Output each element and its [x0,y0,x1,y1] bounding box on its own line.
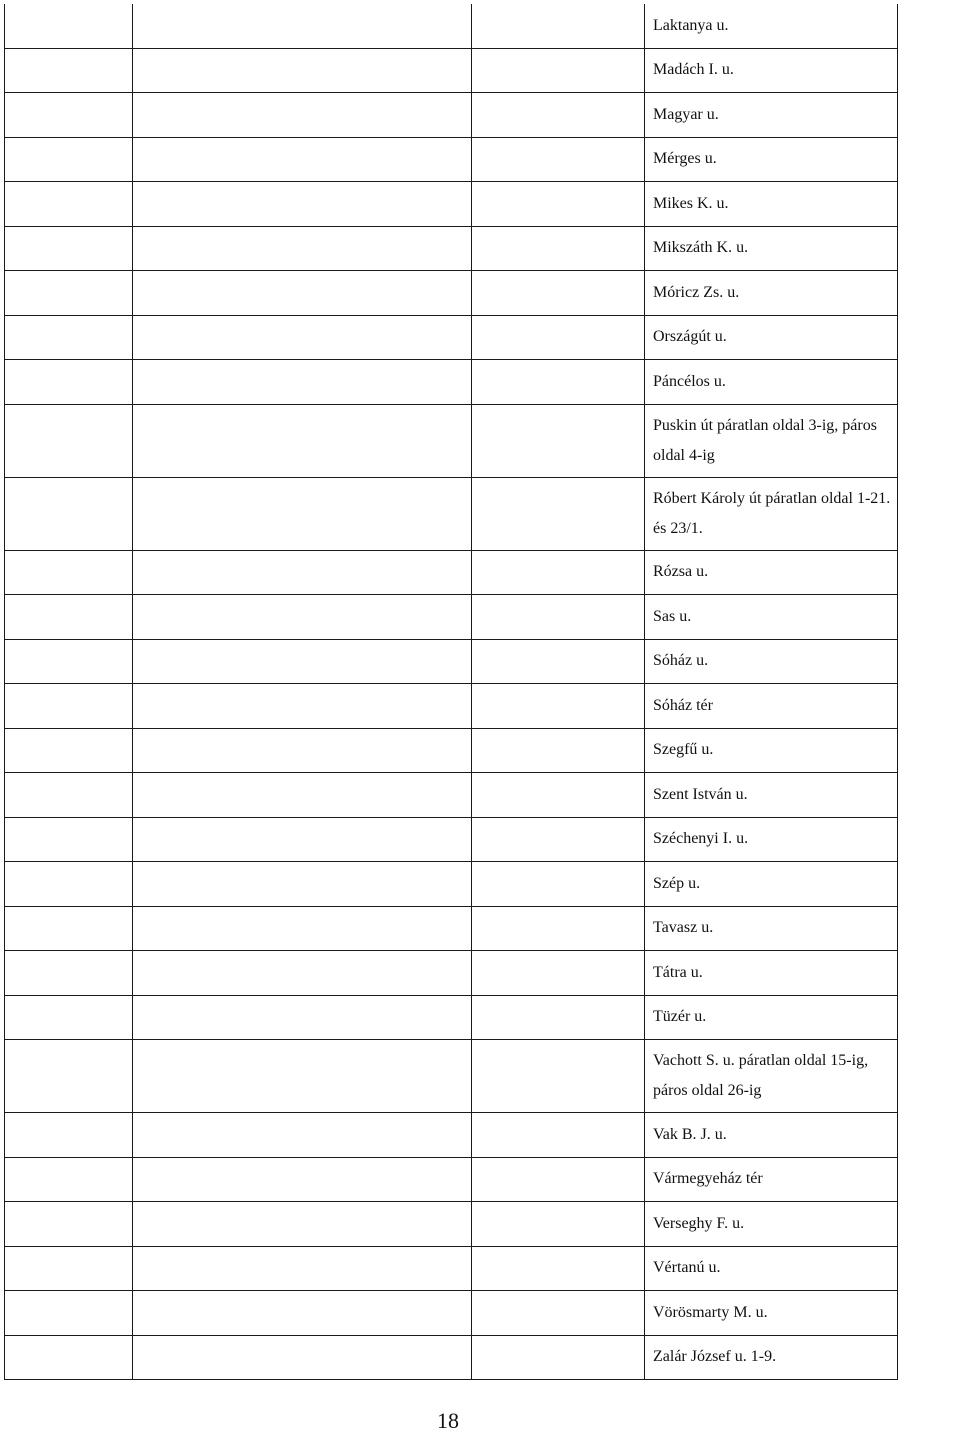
empty-cell [133,550,472,595]
empty-cell [133,1246,472,1291]
table-row [5,1202,898,1247]
empty-cell [133,4,472,48]
street-name-cell: Országút u. [645,315,898,360]
empty-cell [5,93,133,138]
table-row [5,1157,898,1202]
empty-cell [5,639,133,684]
table-row [5,1291,898,1336]
empty-cell [133,1335,472,1380]
empty-cell [133,684,472,729]
empty-cell [5,995,133,1040]
empty-cell [5,477,133,550]
table-row [5,315,898,360]
page-number: 18 [437,1408,459,1433]
street-name-cell: Sóház tér [645,684,898,729]
empty-cell [472,4,645,48]
table-row [5,4,898,48]
empty-cell [472,1040,645,1113]
empty-cell [472,906,645,951]
empty-cell [472,773,645,818]
empty-cell [472,728,645,773]
empty-cell [133,773,472,818]
empty-cell [472,1157,645,1202]
empty-cell [133,226,472,271]
street-name-cell: Vármegyeház tér [645,1157,898,1202]
table-row [5,862,898,907]
street-name-cell: Rózsa u. [645,550,898,595]
street-name-cell: Róbert Károly út páratlan oldal 1-21. és 23/1. [645,477,898,550]
table-row [5,684,898,729]
empty-cell [5,773,133,818]
empty-cell [472,817,645,862]
empty-cell [5,271,133,316]
street-table-body [5,4,898,1380]
empty-cell [5,951,133,996]
street-name-cell: Szent István u. [645,773,898,818]
empty-cell [133,1113,472,1158]
empty-cell [5,1291,133,1336]
street-name-cell: Mikes K. u. [645,182,898,227]
empty-cell [5,137,133,182]
empty-cell [5,315,133,360]
table-row [5,773,898,818]
table-row [5,595,898,640]
street-name-cell: Laktanya u. [645,4,898,48]
street-name-cell: Tavasz u. [645,906,898,951]
empty-cell [133,817,472,862]
empty-cell [472,360,645,405]
empty-cell [472,862,645,907]
table-row [5,1040,898,1113]
empty-cell [133,595,472,640]
table-row [5,906,898,951]
empty-cell [5,4,133,48]
empty-cell [5,1157,133,1202]
table-row [5,137,898,182]
empty-cell [5,404,133,477]
empty-cell [133,137,472,182]
street-name-cell: Magyar u. [645,93,898,138]
table-row [5,182,898,227]
street-name-cell: Verseghy F. u. [645,1202,898,1247]
empty-cell [133,360,472,405]
empty-cell [472,1246,645,1291]
empty-cell [5,1113,133,1158]
street-name-cell: Sas u. [645,595,898,640]
empty-cell [472,1202,645,1247]
empty-cell [472,550,645,595]
empty-cell [133,1202,472,1247]
empty-cell [472,595,645,640]
street-table [4,4,898,1380]
empty-cell [133,315,472,360]
table-row [5,995,898,1040]
street-name-cell: Tüzér u. [645,995,898,1040]
empty-cell [472,477,645,550]
empty-cell [5,360,133,405]
empty-cell [133,728,472,773]
empty-cell [472,995,645,1040]
table-row [5,360,898,405]
empty-cell [472,1113,645,1158]
street-name-cell: Szép u. [645,862,898,907]
empty-cell [472,1335,645,1380]
street-name-cell: Puskin út páratlan oldal 3-ig, páros oldal 4-ig [645,404,898,477]
empty-cell [133,48,472,93]
table-row [5,1113,898,1158]
street-name-cell: Mikszáth K. u. [645,226,898,271]
table-row [5,951,898,996]
empty-cell [133,477,472,550]
empty-cell [133,93,472,138]
empty-cell [472,684,645,729]
empty-cell [5,182,133,227]
street-name-cell: Mérges u. [645,137,898,182]
table-row [5,1246,898,1291]
empty-cell [133,1291,472,1336]
empty-cell [133,271,472,316]
empty-cell [133,639,472,684]
table-row [5,226,898,271]
street-name-cell: Szegfű u. [645,728,898,773]
empty-cell [133,1157,472,1202]
empty-cell [133,951,472,996]
empty-cell [472,951,645,996]
empty-cell [5,862,133,907]
table-row [5,404,898,477]
table-row [5,271,898,316]
empty-cell [5,550,133,595]
empty-cell [5,728,133,773]
empty-cell [472,137,645,182]
street-name-cell: Sóház u. [645,639,898,684]
empty-cell [472,93,645,138]
empty-cell [472,639,645,684]
empty-cell [5,1335,133,1380]
street-name-cell: Móricz Zs. u. [645,271,898,316]
street-name-cell: Vak B. J. u. [645,1113,898,1158]
empty-cell [133,404,472,477]
empty-cell [472,48,645,93]
empty-cell [472,271,645,316]
empty-cell [472,404,645,477]
empty-cell [472,315,645,360]
table-row [5,1335,898,1380]
street-name-cell: Zalár József u. 1-9. [645,1335,898,1380]
empty-cell [5,226,133,271]
empty-cell [5,684,133,729]
empty-cell [472,182,645,227]
empty-cell [472,226,645,271]
street-name-cell: Páncélos u. [645,360,898,405]
empty-cell [5,1040,133,1113]
empty-cell [133,1040,472,1113]
empty-cell [5,1246,133,1291]
street-name-cell: Vachott S. u. páratlan oldal 15-ig, páros oldal 26-ig [645,1040,898,1113]
empty-cell [133,862,472,907]
table-row [5,639,898,684]
table-row [5,477,898,550]
table-row [5,728,898,773]
empty-cell [133,906,472,951]
empty-cell [133,182,472,227]
table-row [5,817,898,862]
street-name-cell: Széchenyi I. u. [645,817,898,862]
table-row [5,48,898,93]
empty-cell [5,48,133,93]
table-row [5,93,898,138]
empty-cell [133,995,472,1040]
street-name-cell: Vörösmarty M. u. [645,1291,898,1336]
empty-cell [5,595,133,640]
street-name-cell: Vértanú u. [645,1246,898,1291]
empty-cell [472,1291,645,1336]
empty-cell [5,1202,133,1247]
street-name-cell: Madách I. u. [645,48,898,93]
street-name-cell: Tátra u. [645,951,898,996]
empty-cell [5,906,133,951]
table-row [5,550,898,595]
empty-cell [5,817,133,862]
